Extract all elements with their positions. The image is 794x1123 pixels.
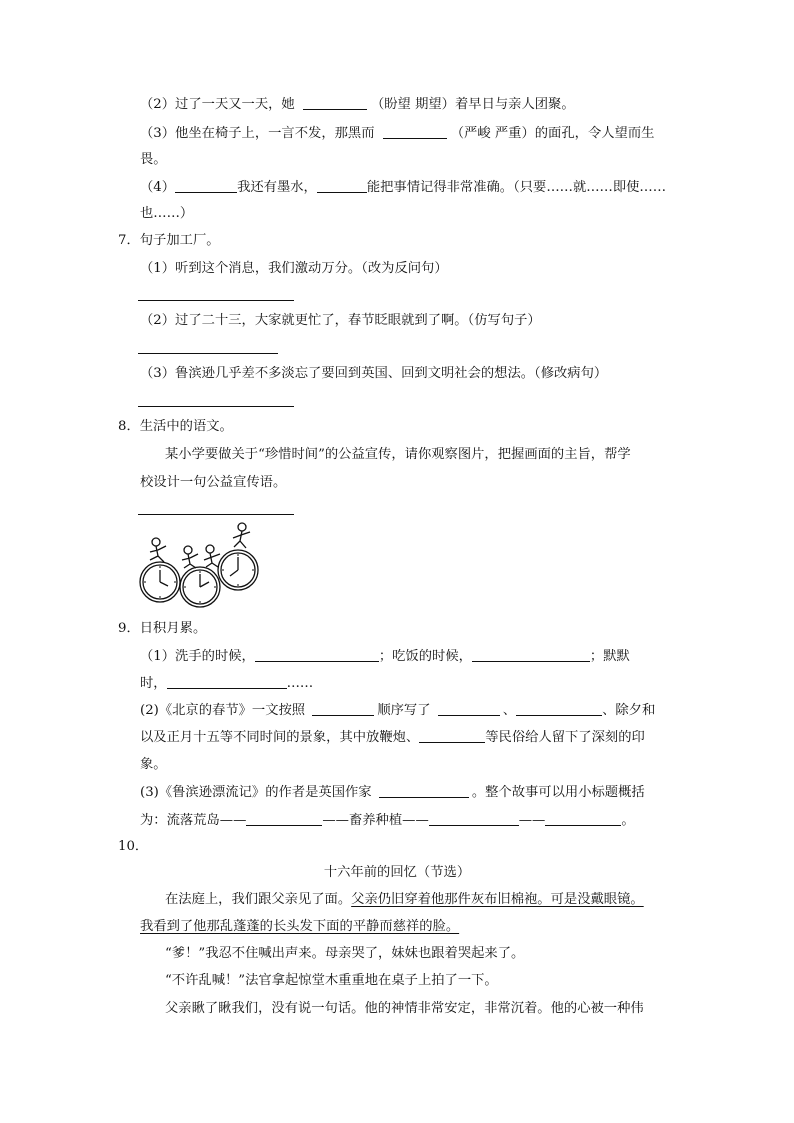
blank[interactable]	[438, 702, 500, 716]
blank[interactable]	[472, 648, 590, 662]
q6-sentence-4: （4） 我还有墨水， 能把事情记得非常准确。（只要……就……即使……	[140, 180, 667, 195]
blank[interactable]	[545, 812, 621, 826]
blank[interactable]	[167, 675, 287, 689]
q9-title: 9．日积月累。	[118, 621, 207, 636]
passage-paragraph-1-cont	[140, 918, 459, 936]
q7-sentence-3: （3）鲁滨逊几乎差不多淡忘了要回到英国、回到文明社会的想法。（修改病句）	[140, 366, 608, 381]
q8-paragraph-line-1: 某小学要做关于“珍惜时间”的公益宣传，请你观察图片，把握画面的主旨，帮学	[165, 447, 631, 462]
q9-item-3-cont: 为：流落荒岛—— ——畜养种植—— —— 。	[140, 813, 635, 828]
q8-paragraph-line-2: 校设计一句公益宣传语。	[140, 475, 287, 490]
q9-item-1: （1）洗手的时候， ；吃饭的时候， ；默默	[140, 649, 630, 664]
answer-line[interactable]	[138, 514, 294, 515]
q6-sentence-2: （2）过了一天又一天，她 （盼望 期望）着早日与亲人团聚。	[140, 97, 575, 112]
blank[interactable]	[175, 179, 237, 193]
clock-icon	[140, 562, 180, 602]
passage-paragraph-2: “爹！”我忍不住喊出声来。母亲哭了，妹妹也跟着哭起来了。	[165, 946, 525, 961]
passage-paragraph-3: “不许乱喊！”法官拿起惊堂木重重地在桌子上拍了一下。	[165, 973, 498, 988]
q7-sentence-1: （1）听到这个消息，我们激动万分。（改为反问句）	[140, 261, 448, 276]
q8-title: 8．生活中的语文。	[118, 419, 233, 434]
answer-line[interactable]	[138, 406, 294, 407]
blank[interactable]	[246, 812, 322, 826]
blank[interactable]	[317, 179, 367, 193]
q9-item-3: (3)《鲁滨逊漂流记》的作者是英国作家 。整个故事可以用小标题概括	[140, 785, 645, 800]
blank[interactable]	[303, 96, 367, 110]
blank[interactable]	[312, 702, 374, 716]
runner-figure	[150, 538, 166, 562]
blank[interactable]	[379, 784, 469, 798]
q9-item-1-cont: 时， ……	[140, 676, 314, 691]
blank[interactable]	[429, 812, 519, 826]
underlined-sentence: 我看到了他那乱蓬蓬的长头发下面的平静而慈祥的脸。	[140, 919, 460, 934]
q6-sentence-3: （3）他坐在椅子上，一言不发，那黑而 （严峻 严重）的面孔，令人望而生	[140, 126, 655, 141]
blank[interactable]	[516, 702, 602, 716]
q9-item-2-cont: 象。	[140, 757, 167, 772]
q6-sentence-4-cont: 也……）	[140, 206, 194, 221]
q6-sentence-3-cont: 畏。	[140, 152, 167, 167]
passage-paragraph-1: 在法庭上，我们跟父亲见了面。父亲仍旧穿着他那件灰布旧棉袍。可是没戴眼镜。	[165, 892, 644, 907]
q9-item-2: (2)《北京的春节》一文按照 顺序写了 、 、除夕和	[140, 703, 656, 718]
answer-line[interactable]	[138, 300, 294, 301]
runner-figure	[182, 546, 198, 568]
passage-title: 十六年前的回忆（节选）	[323, 865, 471, 880]
runner-figure	[233, 523, 250, 548]
underlined-sentence: 父亲仍旧穿着他那件灰布旧棉袍。可是没戴眼镜。	[351, 892, 644, 907]
answer-line[interactable]	[138, 353, 278, 354]
blank[interactable]	[255, 648, 379, 662]
clock-icon	[180, 567, 220, 607]
q7-sentence-2: （2）过了二十三，大家就更忙了，春节眨眼就到了啊。（仿写句子）	[140, 313, 541, 328]
passage-paragraph-4: 父亲瞅了瞅我们，没有说一句话。他的神情非常安定，非常沉着。他的心被一种伟	[165, 1001, 644, 1016]
blank[interactable]	[419, 729, 485, 743]
blank[interactable]	[383, 125, 447, 139]
q7-title: 7．句子加工厂。	[118, 233, 220, 248]
runner-figure	[204, 545, 220, 567]
q10-number: 10．	[118, 839, 149, 854]
clock-icon	[218, 550, 258, 590]
q9-item-2-cont: 以及正月十五等不同时间的景象，其中放鞭炮、 等民俗给人留下了深刻的印	[140, 730, 645, 745]
running-clocks-illustration	[138, 520, 283, 610]
